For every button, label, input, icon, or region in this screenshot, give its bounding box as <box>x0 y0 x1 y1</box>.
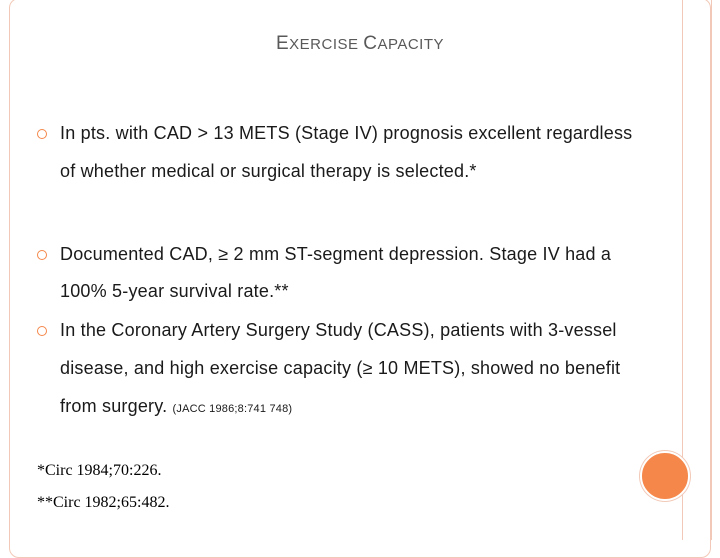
bullet-circle-icon <box>37 250 47 260</box>
footnote-1: *Circ 1984;70:226. <box>37 462 162 479</box>
bullet-3-line-1: In the Coronary Artery Surgery Study (CASS), patients with 3-vessel <box>60 320 617 340</box>
bullet-circle-icon <box>37 326 47 336</box>
bullet-1-line-1: In pts. with CAD > 13 METS (Stage IV) prognosis excellent regardless <box>60 123 633 143</box>
footnote-2: **Circ 1982;65:482. <box>37 494 170 511</box>
bullet-3-line-3: from surgery. (JACC 1986;8:741 748) <box>60 396 293 416</box>
bullet-3-line-2: disease, and high exercise capacity (≥ 10 METS), showed no benefit <box>60 358 621 378</box>
bullet-circle-icon <box>37 129 47 139</box>
decorative-circle <box>640 451 690 501</box>
decorative-rule <box>711 0 712 540</box>
bullet-1-line-2: of whether medical or surgical therapy is selected.* <box>60 161 477 181</box>
reference-citation: (JACC 1986;8:741 748) <box>172 403 293 415</box>
slide-title: EXERCISE CAPACITY <box>275 33 445 54</box>
bullet-2-line-2: 100% 5-year survival rate.** <box>60 281 289 301</box>
bullet-2-line-1: Documented CAD, ≥ 2 mm ST-segment depression. Stage IV had a <box>60 244 612 264</box>
